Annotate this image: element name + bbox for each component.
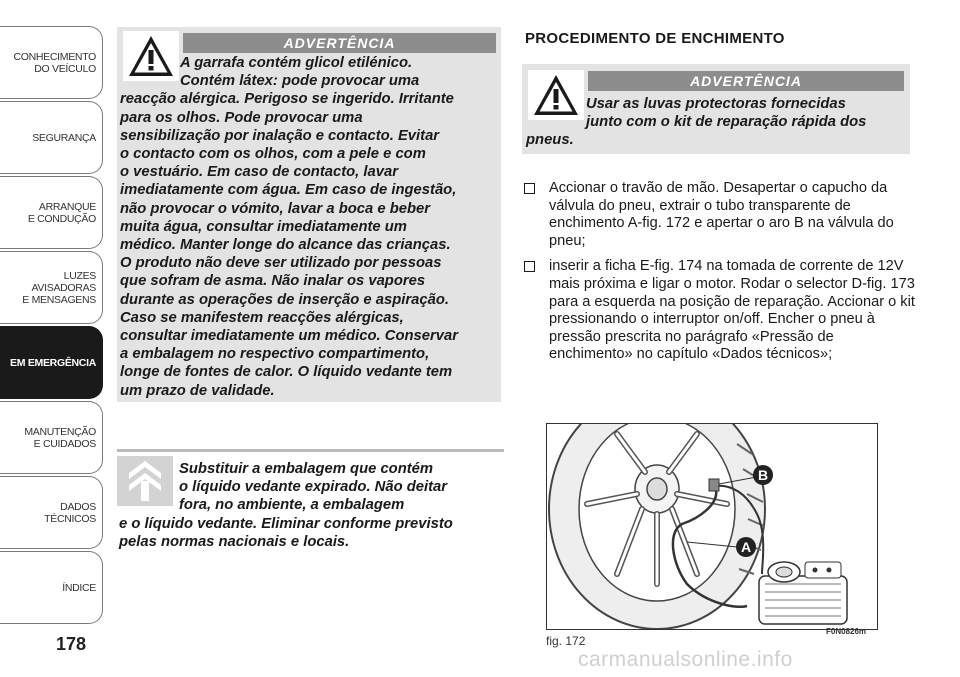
tab-conhecimento-do-veiculo[interactable]: CONHECIMENTO DO VEÍCULO [0, 26, 103, 99]
tab-manutencao-e-cuidados[interactable]: MANUTENÇÃO E CUIDADOS [0, 401, 103, 474]
checkbox-bullet-icon [524, 183, 535, 194]
tab-seguranca[interactable]: SEGURANÇA [0, 101, 103, 174]
checkbox-bullet-icon [524, 261, 535, 272]
tire-inflation-illustration [547, 424, 877, 629]
warning-line: consultar imediatamente um médico. Conservar [120, 328, 458, 345]
gloves-warning-text [526, 95, 906, 150]
warning-line: a embalagem no respectivo compartimento, [120, 346, 430, 363]
warning-line: para os olhos. Pode provocar uma [120, 109, 363, 126]
page-number: 178 [56, 634, 87, 654]
note-line: e o líquido vedante. Eliminar conforme previsto [119, 515, 453, 532]
warning-line: junto com o kit de reparação rápida dos [586, 114, 867, 131]
tab-luzes-avisadoras[interactable]: LUZES AVISADORAS E MENSAGENS [0, 251, 103, 324]
watermark: carmanualsonline.info [578, 648, 793, 671]
note-line: Substituir a embalagem que contém [179, 461, 434, 477]
warning-line: durante as operações de inserção e aspiração. [120, 291, 449, 308]
figure-code: F0N0826m [826, 627, 867, 636]
warning-title: ADVERTÊNCIA [588, 71, 904, 91]
tab-indice[interactable]: ÍNDICE [0, 551, 103, 624]
warning-line: imediatamente com água. Em caso de ingestão, [120, 182, 457, 199]
warning-line: O produto não deve ser utilizado por pessoas [120, 255, 442, 272]
figure-caption: fig. 172 [546, 634, 586, 648]
warning-line: que sofram de asma. Não inalar os vapores [120, 273, 426, 290]
warning-line: A garrafa contém glicol etilénico. [180, 55, 413, 71]
warning-line: muita água, consultar imediatamente um [120, 218, 407, 235]
callout-a: A [736, 537, 756, 557]
warning-line: Contém látex: pode provocar uma [180, 73, 420, 90]
note-line: fora, no ambiente, a embalagem [179, 497, 405, 514]
warning-line: sensibilização por inalação e contacto. Evitar [120, 127, 440, 144]
section-heading: PROCEDIMENTO DE ENCHIMENTO [525, 30, 785, 47]
list-item [522, 258, 917, 364]
divider [117, 449, 504, 452]
figure-172 [546, 423, 878, 630]
warning-line: Caso se manifestem reacções alérgicas, [120, 309, 404, 326]
warning-line: não provocar o vómito, lavar a boca e beber [120, 200, 431, 217]
warning-line: longe de fontes de calor. O líquido vedante tem [120, 364, 453, 381]
warning-text [120, 54, 500, 400]
warning-line: o vestuário. Em caso de contacto, lavar [120, 164, 398, 181]
environment-note-text [119, 460, 504, 551]
tab-dados-tecnicos[interactable]: DADOS TÉCNICOS [0, 476, 103, 549]
note-line: o líquido vedante expirado. Não deitar [179, 479, 448, 496]
list-item [522, 180, 917, 250]
warning-line: médico. Manter longe do alcance das crianças. [120, 237, 451, 254]
procedure-steps [522, 180, 917, 372]
warning-line: um prazo de validade. [120, 382, 275, 399]
note-line: pelas normas nacionais e locais. [119, 533, 350, 550]
step-text: inserir a ficha E-fig. 174 na tomada de corrente de 12V mais próxima e ligar o motor. Rodar o selector D-fig. 173 para a esquerda na posição de reparação. Accionar o kit pressionando o interruptor on/off. Encher o pneu à pressão prescrita no parágrafo «Pressão de enchimento» no capítulo «Dados técnicos»; [549, 258, 915, 363]
warning-line: Usar as luvas protectoras fornecidas [586, 96, 846, 112]
step-text: Accionar o travão de mão. Desapertar o capucho da válvula do pneu, extrair o tubo transparente de enchimento A-fig. 172 e apertar o aro B na válvula do pneu; [549, 180, 894, 249]
tab-em-emergencia[interactable]: EM EMERGÊNCIA [0, 326, 103, 399]
warning-title: ADVERTÊNCIA [183, 33, 496, 53]
warning-line: reacção alérgica. Perigoso se ingerido. Irritante [120, 91, 454, 108]
warning-line: pneus. [526, 132, 574, 149]
warning-line: o contacto com os olhos, com a pele e com [120, 146, 426, 163]
callout-b: B [753, 465, 773, 485]
tab-arranque-e-conducao[interactable]: ARRANQUE E CONDUÇÃO [0, 176, 103, 249]
